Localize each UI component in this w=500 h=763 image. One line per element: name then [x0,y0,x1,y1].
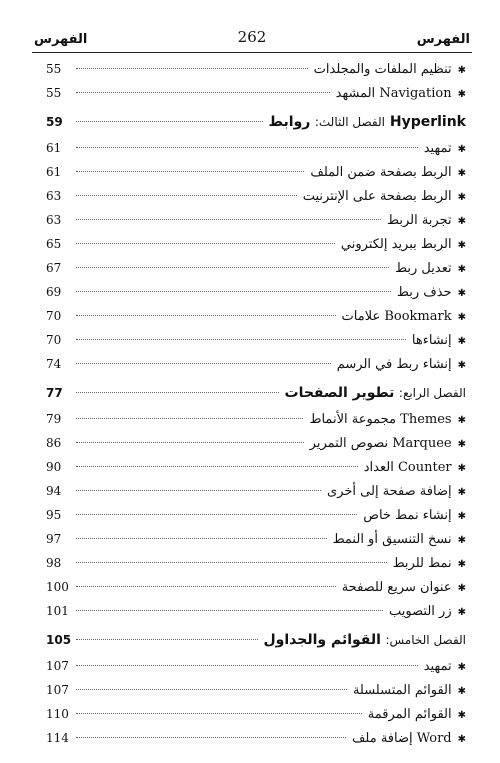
toc-entry-row [46,165,466,189]
entry-page-number: 61 [46,165,62,179]
toc-entry-row [46,412,466,436]
entry-label: زر التصويب [389,604,452,619]
chapter-prefix: الفصل الثالث: [314,115,385,129]
running-head-left: الفهرس [34,32,88,47]
toc-entry-row [46,261,466,285]
dot-leader [76,688,347,690]
entry-page-number: 98 [46,556,62,570]
entry-page-number: 94 [46,484,62,498]
entry-label: مجموعة الأنماط Themes [309,412,452,427]
dot-leader [76,585,336,587]
asterisk-bullet-icon: ✱ [457,535,466,546]
dot-leader [76,314,336,316]
asterisk-bullet-icon: ✱ [457,662,466,673]
entry-label: نمط للربط [392,556,452,571]
toc-entry-row [46,484,466,508]
entry-label: إنشاء ربط في الرسم [336,357,452,372]
asterisk-bullet-icon: ✱ [457,511,466,522]
toc-entry-row [46,309,466,333]
entry-label: إنشاء نمط خاص [363,508,452,523]
entry-label: القوائم المتسلسلة [352,683,452,698]
toc-entry-row [46,683,466,707]
entry-page-number: 70 [46,333,62,347]
entry-page-number: 69 [46,285,62,299]
chapter-label [264,632,466,648]
entry-label: نسخ التنسيق أو النمط [332,532,452,547]
entry-page-number: 105 [46,633,72,647]
toc-entry-row [46,659,466,683]
entry-label: إضافة صفحة إلى أخرى [327,484,452,499]
dot-leader [76,362,331,364]
entry-page-number: 86 [46,436,62,450]
dot-leader [76,146,418,148]
toc-entry-row [46,556,466,580]
chapter-label [269,114,466,130]
dot-leader [76,513,357,515]
entry-label: القوائم المرقمة [367,707,452,722]
entry-page-number: 55 [46,62,62,76]
table-of-contents [46,62,466,755]
entry-label: حذف ربط [396,285,452,300]
asterisk-bullet-icon: ✱ [457,240,466,251]
dot-leader [76,736,346,738]
dot-leader [76,712,362,714]
entry-page-number: 61 [46,141,62,155]
asterisk-bullet-icon: ✱ [457,686,466,697]
asterisk-bullet-icon: ✱ [457,607,466,618]
asterisk-bullet-icon: ✱ [457,216,466,227]
entry-page-number: 110 [46,707,69,721]
entry-page-number: 90 [46,460,62,474]
chapter-heading-row [46,385,466,412]
entry-page-number: 70 [46,309,62,323]
page-header [32,26,472,53]
toc-entry-row [46,731,466,755]
asterisk-bullet-icon: ✱ [457,559,466,570]
entry-label: الربط بصفحة على الإنترنيت [302,189,452,204]
entry-page-number: 74 [46,357,62,371]
toc-entry-row [46,333,466,357]
dot-leader [76,242,335,244]
chapter-label [285,385,466,401]
asterisk-bullet-icon: ✱ [457,168,466,179]
dot-leader [76,391,279,393]
dot-leader [76,338,406,340]
entry-page-number: 114 [46,731,69,745]
chapter-heading-row [46,114,466,141]
entry-page-number: 100 [46,580,69,594]
entry-label: عنوان سريع للصفحة [341,580,452,595]
entry-page-number: 107 [46,683,69,697]
dot-leader [76,465,358,467]
entry-label: إنشاءها [411,333,452,348]
toc-entry-row [46,86,466,110]
dot-leader [76,537,327,539]
entry-label: نصوص التمرير Marquee [309,436,452,451]
dot-leader [76,67,308,69]
entry-label: تمهيد [423,659,452,674]
asterisk-bullet-icon: ✱ [457,463,466,474]
dot-leader [76,120,263,122]
dot-leader [76,489,321,491]
dot-leader [76,638,258,640]
entry-page-number: 79 [46,412,62,426]
toc-entry-row [46,141,466,165]
toc-entry-row [46,189,466,213]
entry-label: إضافة ملف Word [351,731,452,746]
entry-label: تمهيد [423,141,452,156]
asterisk-bullet-icon: ✱ [457,312,466,323]
chapter-heading-row [46,632,466,659]
entry-page-number: 77 [46,386,63,400]
entry-label: العداد Counter [363,460,452,475]
chapter-title: تطوير الصفحات [284,385,395,401]
toc-entry-row [46,580,466,604]
dot-leader [76,170,304,172]
entry-label: الربط ببريد إلكتروني [340,237,452,252]
toc-entry-row [46,213,466,237]
entry-page-number: 55 [46,86,62,100]
dot-leader [76,266,389,268]
dot-leader [76,290,391,292]
asterisk-bullet-icon: ✱ [457,487,466,498]
toc-entry-row [46,436,466,460]
entry-label: تعديل ربط [395,261,452,276]
asterisk-bullet-icon: ✱ [457,734,466,745]
dot-leader [76,91,330,93]
toc-entry-row [46,62,466,86]
entry-page-number: 63 [46,189,62,203]
running-head-right: الفهرس [416,32,470,47]
dot-leader [76,609,383,611]
asterisk-bullet-icon: ✱ [457,65,466,76]
asterisk-bullet-icon: ✱ [457,336,466,347]
dot-leader [76,417,303,419]
page-number: 262 [237,28,267,46]
toc-entry-row [46,707,466,731]
toc-entry-row [46,604,466,628]
dot-leader [76,218,381,220]
chapter-title: القوائم والجداول [263,632,381,648]
chapter-prefix: الفصل الخامس: [385,633,466,647]
toc-entry-row [46,285,466,309]
asterisk-bullet-icon: ✱ [457,583,466,594]
toc-entry-row [46,237,466,261]
toc-entry-row [46,532,466,556]
toc-entry-row [46,357,466,381]
asterisk-bullet-icon: ✱ [457,360,466,371]
entry-page-number: 67 [46,261,62,275]
asterisk-bullet-icon: ✱ [457,415,466,426]
entry-page-number: 97 [46,532,62,546]
entry-page-number: 59 [46,115,63,129]
asterisk-bullet-icon: ✱ [457,144,466,155]
entry-page-number: 107 [46,659,69,673]
asterisk-bullet-icon: ✱ [457,89,466,100]
dot-leader [76,194,297,196]
chapter-title: روابط Hyperlink [268,114,466,130]
entry-page-number: 65 [46,237,62,251]
toc-entry-row [46,508,466,532]
entry-label: تنظيم الملفات والمجلدات [313,62,452,77]
entry-page-number: 95 [46,508,62,522]
entry-page-number: 101 [46,604,69,618]
entry-label: علامات Bookmark [341,309,452,324]
dot-leader [76,561,387,563]
asterisk-bullet-icon: ✱ [457,192,466,203]
dot-leader [76,441,304,443]
entry-label: تجربة الربط [387,213,452,228]
asterisk-bullet-icon: ✱ [457,264,466,275]
asterisk-bullet-icon: ✱ [457,288,466,299]
entry-page-number: 63 [46,213,62,227]
chapter-prefix: الفصل الرابع: [398,386,466,400]
asterisk-bullet-icon: ✱ [457,439,466,450]
entry-label: الربط بصفحة ضمن الملف [310,165,452,180]
asterisk-bullet-icon: ✱ [457,710,466,721]
entry-label: المشهد Navigation [335,86,452,101]
toc-entry-row [46,460,466,484]
dot-leader [76,664,418,666]
